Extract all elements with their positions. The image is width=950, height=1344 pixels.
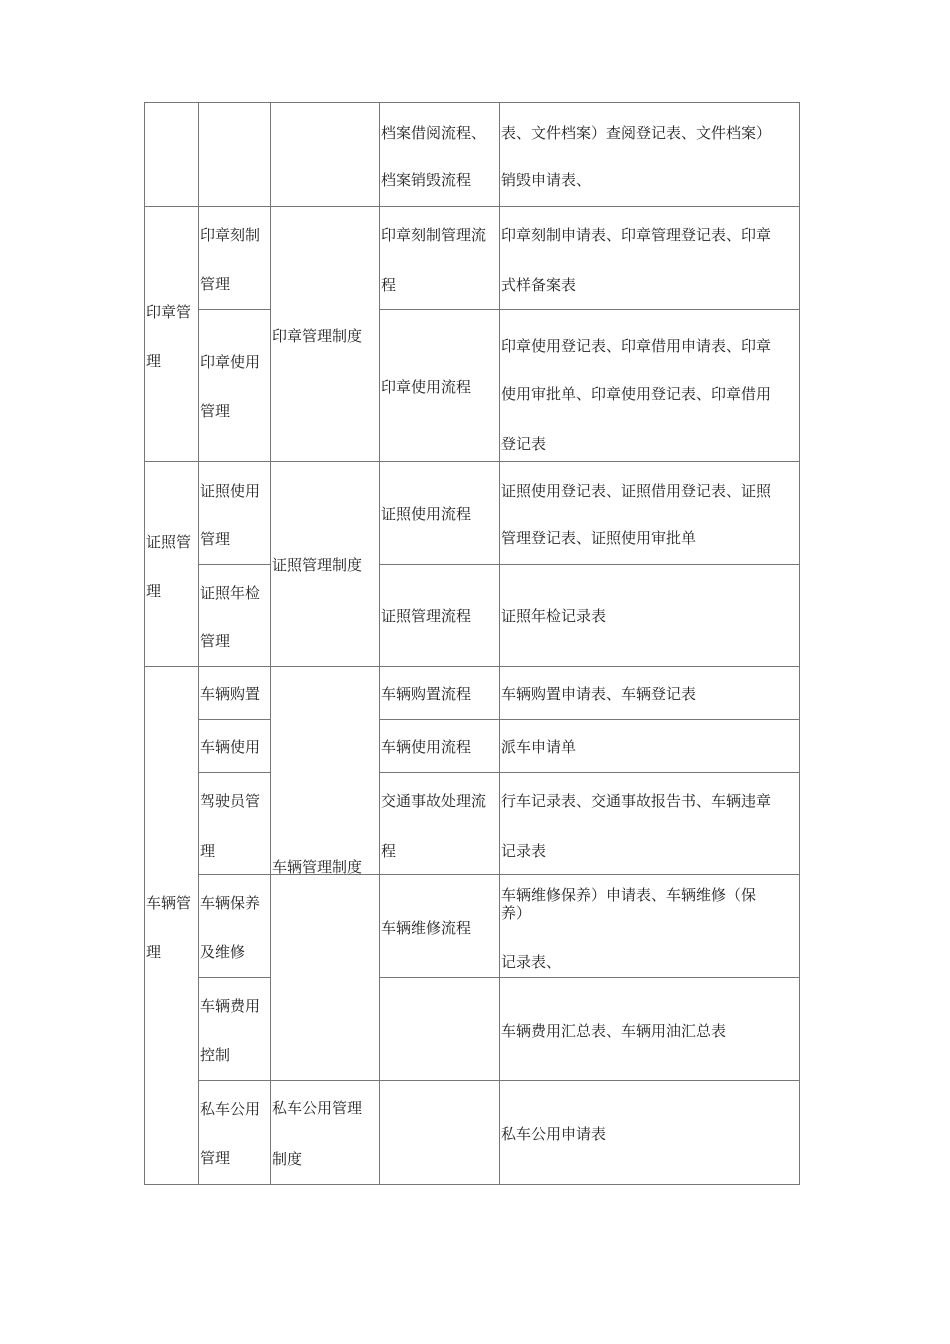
system-cell-text: 私车公用管理 (272, 1099, 363, 1117)
forms-cell-text: 印章使用登记表、印章借用申请表、印章 (501, 337, 772, 355)
subitem-cell-text: 管理 (200, 402, 231, 420)
table-rule (379, 874, 800, 875)
subitem-cell-text: 及维修 (200, 943, 246, 961)
forms-cell-text: 管理登记表、证照使用审批单 (501, 529, 697, 547)
category-cell-text: 理 (146, 582, 162, 600)
subitem-cell-text: 证照使用 (200, 482, 261, 500)
subitem-cell-text: 车辆保养 (200, 894, 261, 912)
table-rule (144, 461, 800, 462)
table-rule (198, 772, 270, 773)
forms-cell-text: 养） (501, 904, 532, 922)
forms-cell-text: 车辆维修保养）申请表、车辆维修（保 (501, 886, 757, 904)
system-cell-text: 车辆管理制度 (272, 858, 363, 876)
table-rule (799, 102, 800, 1185)
forms-cell-text: 派车申请单 (501, 738, 577, 756)
forms-cell-text: 式样备案表 (501, 276, 577, 294)
category-cell-text: 证照管 (146, 533, 192, 551)
subitem-cell-text: 管理 (200, 1149, 231, 1167)
table-rule (499, 102, 500, 1185)
subitem-cell-text: 车辆使用 (200, 738, 261, 756)
table-rule (198, 309, 270, 310)
table-rule (198, 564, 270, 565)
category-cell-text: 印章管 (146, 303, 192, 321)
subitem-cell-text: 车辆购置 (200, 685, 261, 703)
subitem-cell-text: 理 (200, 842, 216, 860)
forms-cell-text: 证照年检记录表 (501, 607, 607, 625)
table-rule (144, 102, 145, 1185)
process-cell-text: 印章使用流程 (381, 378, 472, 396)
forms-cell-text: 记录表 (501, 842, 547, 860)
system-cell-text: 证照管理制度 (272, 556, 363, 574)
process-cell-text: 证照管理流程 (381, 607, 472, 625)
forms-cell-text: 证照使用登记表、证照借用登记表、证照 (501, 482, 772, 500)
forms-cell-text: 表、文件档案）查阅登记表、文件档案） (501, 124, 772, 142)
forms-cell-text: 行车记录表、交通事故报告书、车辆违章 (501, 792, 772, 810)
table-rule (144, 1184, 800, 1185)
subitem-cell-text: 控制 (200, 1046, 231, 1064)
forms-cell-text: 车辆购置申请表、车辆登记表 (501, 685, 697, 703)
table-rule (144, 666, 800, 667)
process-cell-text: 印章刻制管理流 (381, 226, 487, 244)
category-cell-text: 理 (146, 943, 162, 961)
category-cell-text: 理 (146, 352, 162, 370)
forms-cell-text: 使用审批单、印章使用登记表、印章借用 (501, 385, 772, 403)
process-cell-text: 证照使用流程 (381, 505, 472, 523)
table-rule (379, 102, 380, 1185)
forms-cell-text: 私车公用申请表 (501, 1125, 607, 1143)
subitem-cell-text: 车辆费用 (200, 997, 261, 1015)
forms-cell-text: 记录表、 (501, 953, 562, 971)
table-rule (379, 309, 800, 310)
process-cell-text: 程 (381, 276, 397, 294)
table-rule (198, 719, 270, 720)
table-rule (198, 102, 199, 1185)
subitem-cell-text: 私车公用 (200, 1100, 261, 1118)
process-cell-text: 车辆购置流程 (381, 685, 472, 703)
table-rule (379, 977, 800, 978)
admin-management-table (144, 102, 800, 1186)
subitem-cell-text: 管理 (200, 530, 231, 548)
forms-cell-text: 车辆费用汇总表、车辆用油汇总表 (501, 1022, 727, 1040)
subitem-cell-text: 印章使用 (200, 353, 261, 371)
table-rule (379, 772, 800, 773)
process-cell-text: 车辆维修流程 (381, 919, 472, 937)
process-cell-text: 档案销毁流程 (381, 171, 472, 189)
process-cell-text: 程 (381, 842, 397, 860)
table-rule (198, 977, 270, 978)
table-rule (379, 719, 800, 720)
subitem-cell-text: 驾驶员管 (200, 792, 261, 810)
forms-cell-text: 印章刻制申请表、印章管理登记表、印章 (501, 226, 772, 244)
forms-cell-text: 销毁申请表、 (501, 171, 592, 189)
table-rule (144, 206, 800, 207)
forms-cell-text: 登记表 (501, 435, 547, 453)
subitem-cell-text: 管理 (200, 275, 231, 293)
process-cell-text: 档案借阅流程、 (381, 124, 487, 142)
table-rule (270, 102, 271, 1185)
table-rule (144, 102, 800, 103)
system-cell-text: 印章管理制度 (272, 327, 363, 345)
subitem-cell-text: 管理 (200, 632, 231, 650)
table-rule (379, 564, 800, 565)
process-cell-text: 交通事故处理流 (381, 792, 487, 810)
system-cell-text: 制度 (272, 1150, 303, 1168)
process-cell-text: 车辆使用流程 (381, 738, 472, 756)
subitem-cell-text: 证照年检 (200, 584, 261, 602)
subitem-cell-text: 印章刻制 (200, 226, 261, 244)
category-cell-text: 车辆管 (146, 894, 192, 912)
